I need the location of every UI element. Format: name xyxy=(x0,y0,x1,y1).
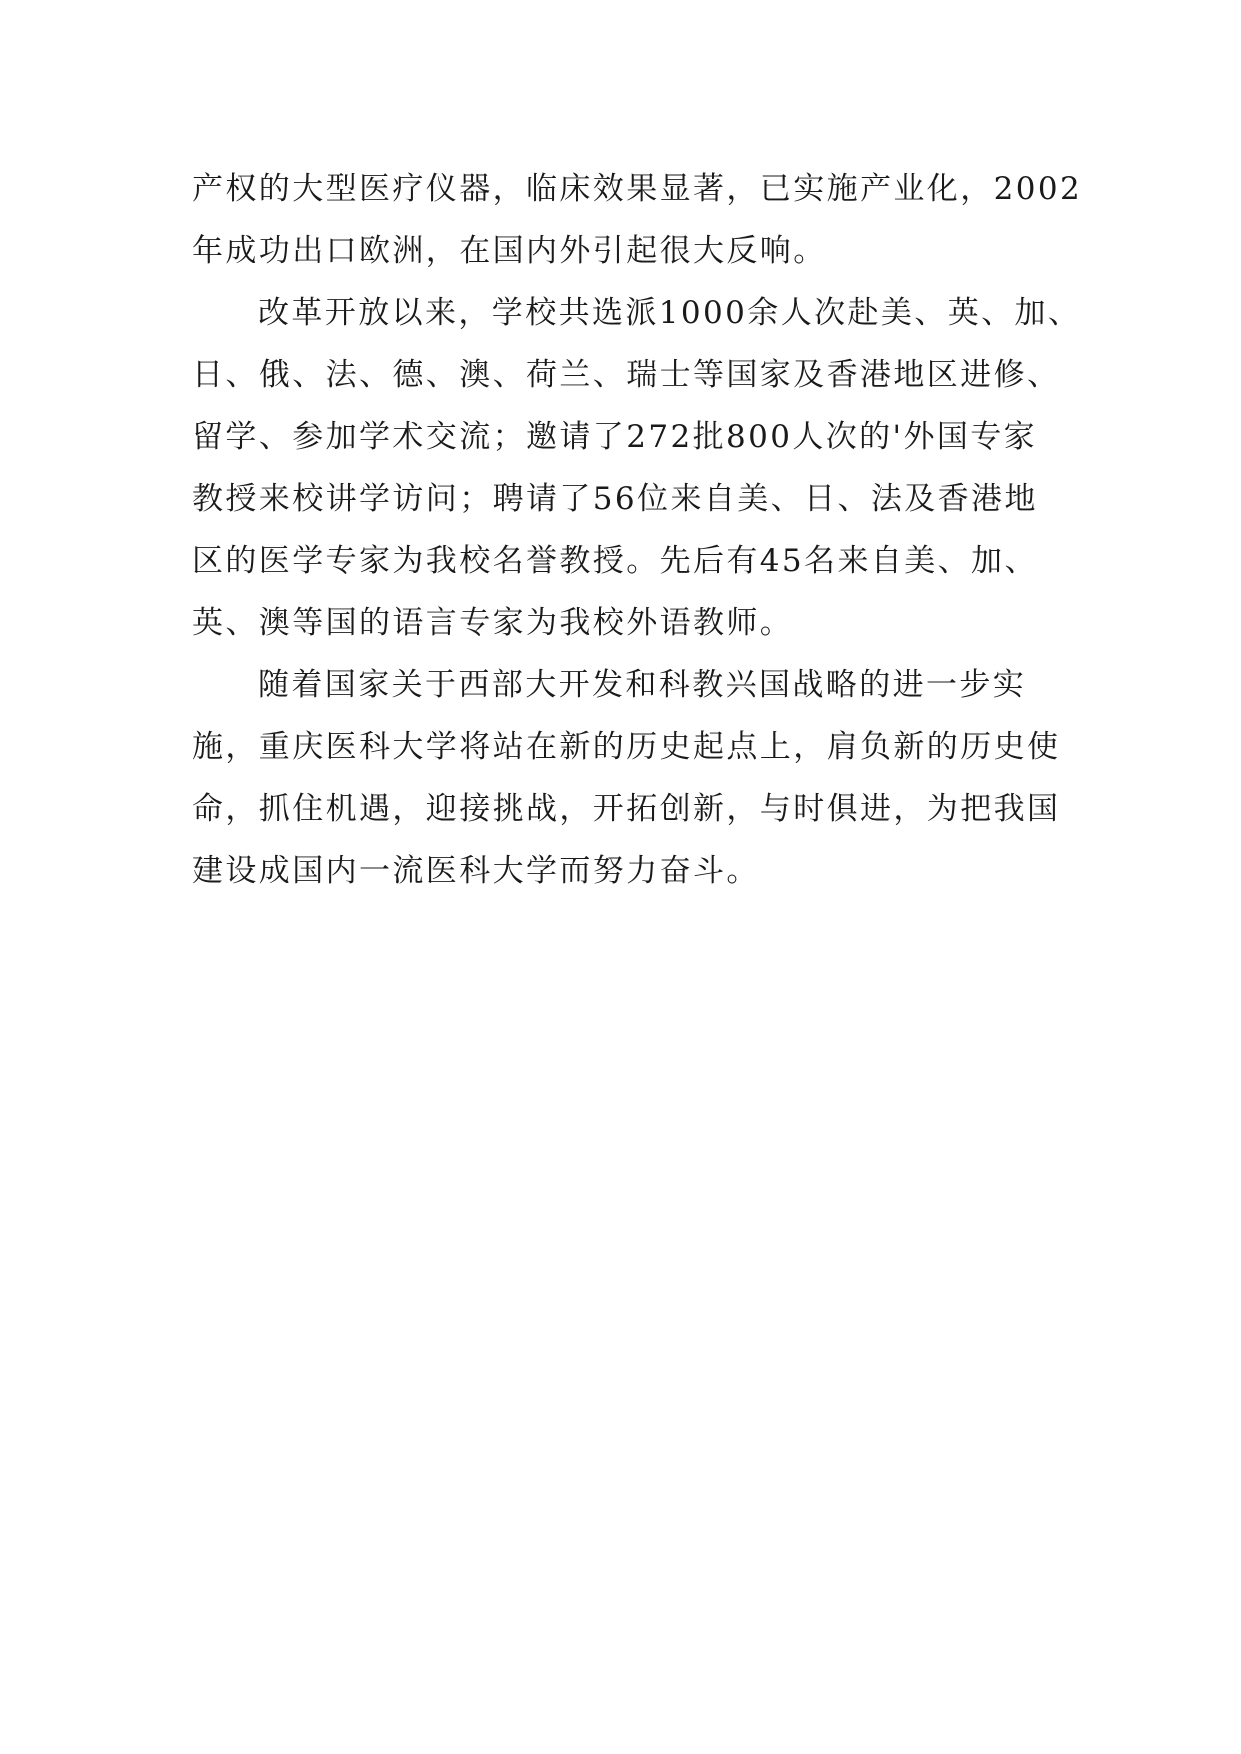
text-line: 年成功出口欧洲，在国内外引起很大反响。 xyxy=(192,233,827,269)
text-line: 建设成国内一流医科大学而努力奋斗。 xyxy=(192,853,760,889)
body-text xyxy=(192,158,1083,902)
text-line: 日、俄、法、德、澳、荷兰、瑞士等国家及香港地区进修、 xyxy=(192,357,1061,393)
text-line: 施，重庆医科大学将站在新的历史起点上，肩负新的历史使 xyxy=(192,729,1061,765)
text-line: 留学、参加学术交流；邀请了272批800人次的'外国专家 xyxy=(192,419,1038,455)
paragraph-start-line: 改革开放以来，学校共选派1000余人次赴美、英、加、 xyxy=(258,295,1082,331)
text-line: 英、澳等国的语言专家为我校外语教师。 xyxy=(192,605,794,641)
text-line: 命，抓住机遇，迎接挑战，开拓创新，与时俱进，为把我国 xyxy=(192,791,1061,827)
text-line: 产权的大型医疗仪器，临床效果显著，已实施产业化，2002 xyxy=(192,171,1083,207)
text-line: 教授来校讲学访问；聘请了56位来自美、日、法及香港地 xyxy=(192,481,1038,517)
text-line: 区的医学专家为我校名誉教授。先后有45名来自美、加、 xyxy=(192,543,1038,579)
paragraph-start-line: 随着国家关于西部大开发和科教兴国战略的进一步实 xyxy=(258,667,1027,703)
